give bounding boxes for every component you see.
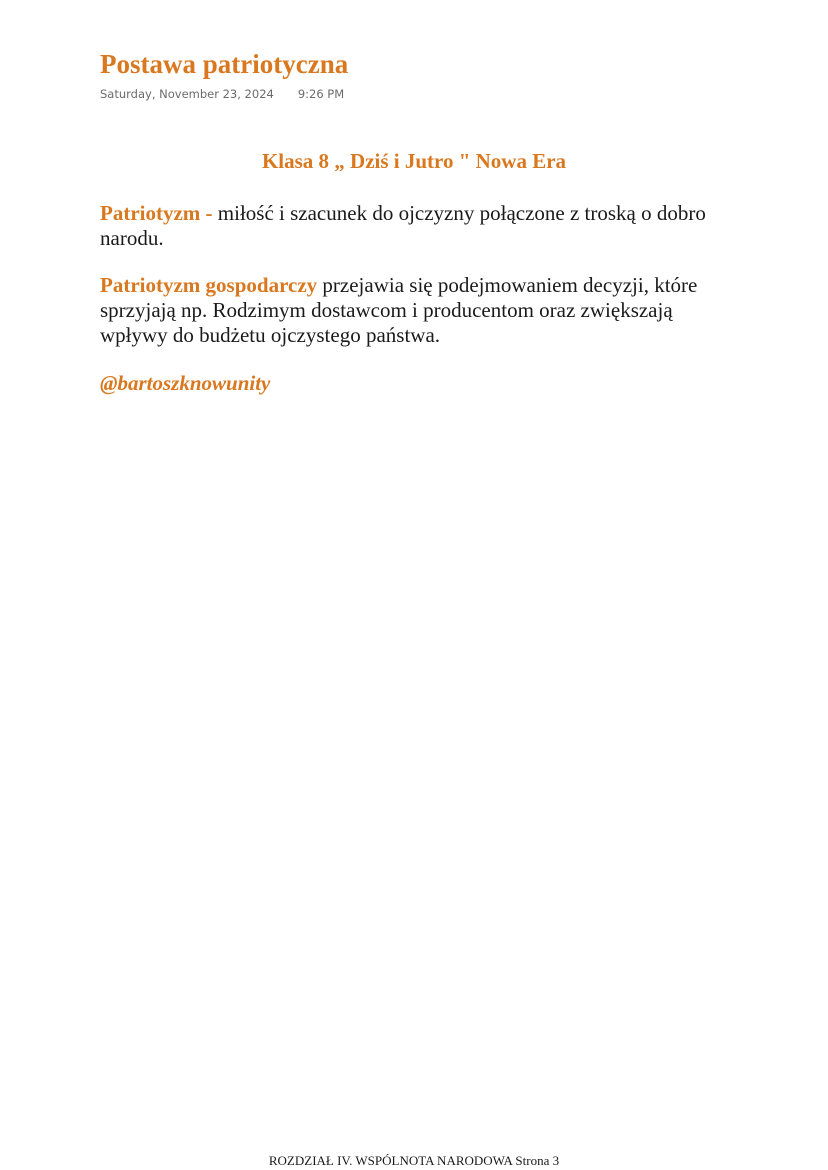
note-metadata	[100, 87, 344, 101]
page-footer: ROZDZIAŁ IV. WSPÓLNOTA NARODOWA Strona 3	[268, 1153, 560, 1168]
term-patriotyzm-gospodarczy: Patriotyzm gospodarczy	[100, 273, 318, 297]
note-date: Saturday, November 23, 2024	[100, 87, 274, 101]
term-patriotyzm: Patriotyzm -	[100, 201, 213, 225]
definition-text-patriotyzm-gospodarczy: przejawia się podejmowaniem decyzji, które sprzyjają np. Rodzimym dostawcom i producentom oraz zwiększają wpływy do budżetu ojczystego państwa.	[100, 273, 698, 347]
definition-text-patriotyzm: miłość i szacunek do ojczyzny połączone z troską o dobro narodu.	[100, 201, 706, 250]
definition-paragraph-patriotyzm-gospodarczy	[100, 273, 720, 348]
definition-paragraph-patriotyzm	[100, 201, 720, 251]
section-subtitle: Klasa 8 „ Dziś i Jutro " Nowa Era	[261, 149, 567, 173]
author-handle: @bartoszknowunity	[100, 371, 271, 395]
page-title: Postawa patriotyczna	[100, 49, 349, 79]
note-time: 9:26 PM	[297, 87, 345, 101]
